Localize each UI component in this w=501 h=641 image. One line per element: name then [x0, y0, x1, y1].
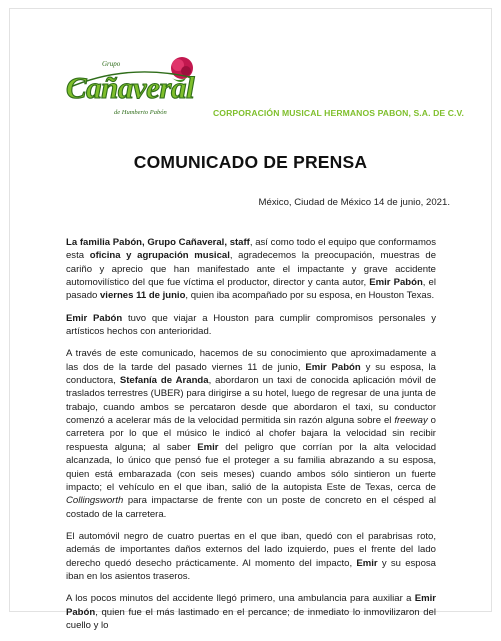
body-paragraph: [66, 347, 436, 520]
bold-text: viernes 11 de junio: [99, 290, 186, 302]
bold-text: Emir Pabón: [66, 312, 123, 324]
paragraph-text: , agradecemos la preocupación, muestras de cariño y aprecio que han manifestado ante el impactante y grave accidente automovilístico del que fue víctima el productor, director y canta autor,: [66, 250, 437, 289]
italic-text: Collingsworth: [66, 495, 124, 507]
bold-text: oficina y agrupación musical: [89, 250, 230, 262]
logo-tagline-top: Grupo: [102, 60, 121, 68]
paragraph-text: o carretera por lo que el músico le indicó al chofer bajara la velocidad sin recibir respuesta alguna; al saber: [66, 415, 436, 453]
body-paragraph: [66, 312, 436, 339]
bold-text: Emir Pabón: [305, 361, 361, 373]
body-paragraph: [66, 592, 436, 632]
paragraph-text: A través de este comunicado, hacemos de su conocimiento que aproximadamente a las dos de la tarde del pasado viernes 11 de junio,: [66, 348, 436, 373]
body-paragraph: [66, 236, 436, 303]
bold-text: Stefanía de Aranda: [119, 375, 209, 387]
italic-text: freeway: [394, 415, 428, 427]
paragraph-text: y su esposa, la conductora,: [66, 361, 436, 387]
paragraph-text: , quien iba acompañado por su esposa, en Houston Texas.: [185, 290, 435, 302]
paragraph-text: , quien fue el más lastimado en el percance; de inmediato lo inmovilizaron del cuello y lo: [66, 606, 436, 631]
bold-text: La familia Pabón, Grupo Cañaveral, staff: [66, 237, 250, 248]
bold-text: Emir: [356, 557, 378, 569]
paragraph-text: tuvo que viajar a Houston para cumplir compromisos personales y artísticos hechos con anterioridad.: [66, 312, 436, 338]
bold-text: Emir: [197, 441, 219, 453]
paragraph-text: A los pocos minutos del accidente llegó primero, una ambulancia para auxiliar a: [66, 593, 415, 605]
body-paragraph: [66, 530, 436, 583]
logo-brand: Cañaveral: [66, 70, 195, 105]
paragraph-text: para impactarse de frente con un poste de concreto en el césped al costado de la carretera.: [66, 495, 436, 520]
paragraph-text: El automóvil negro de cuatro puertas en el que iban, quedó con el parabrisas roto, además de importantes daños externos del lado izquierdo, pues el frente del lado derecho quedó desecho prácticamente. Al momento del impacto,: [66, 530, 436, 569]
grupo-canaveral-logo: [62, 54, 206, 120]
paragraph-text: del peligro que corrían por la alta velocidad alcanzada, lo único que pensó fue el proteger a su familia abrazando a su esposa, quien está embarazada (con seis meses) cuando ambos sólo sintieron un fuerte impacto; el vehículo en el que iban, salió de la autopista Este de Texas, cerca de: [66, 441, 436, 493]
logo-tagline-bottom: de Humberto Pabón: [114, 109, 167, 116]
paragraph-text: , abordaron un taxi de conocida aplicación móvil de traslados terrestres (UBER) para dirigirse a su hotel, luego de regresar de una junta de trabajo, cuando ambos se percataron desde que abordaron el taxi, su conductor comenzó a acelerar más de la velocidad permitida sin razón alguna sobre el: [66, 375, 436, 427]
paragraph-text: y su esposa iban en los asientos traseros.: [66, 557, 436, 582]
dateline: México, Ciudad de México 14 de junio, 2021.: [258, 197, 450, 208]
company-name: CORPORACIÓN MUSICAL HERMANOS PABON, S.A. DE C.V.: [213, 108, 465, 118]
document-title: COMUNICADO DE PRENSA: [133, 152, 368, 172]
paragraph-text: , así como todo el equipo que conformamos esta: [66, 237, 437, 262]
paragraph-text: , el pasado: [66, 277, 436, 302]
bold-text: Emir Pabón: [66, 593, 436, 618]
bold-text: Emir Pabón: [369, 277, 423, 289]
document-body: [66, 236, 436, 641]
